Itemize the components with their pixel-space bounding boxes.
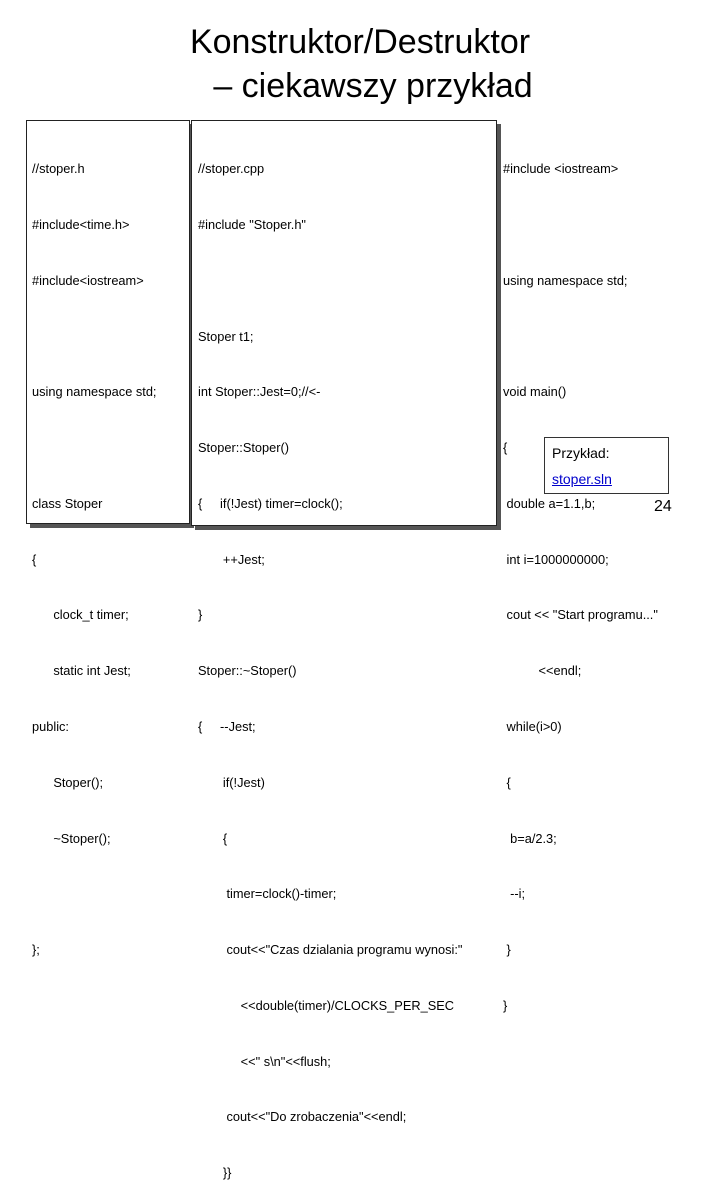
code-line: double a=1.1,b;	[503, 495, 596, 511]
code-line: #include "Stoper.h"	[198, 216, 306, 232]
code-line: class Stoper	[32, 495, 103, 511]
code-line	[32, 328, 157, 347]
code-line: }	[503, 997, 508, 1013]
code-line: //stoper.h	[32, 161, 85, 177]
title-line-1: Konstruktor/Destruktor	[189, 23, 531, 61]
code-line: <<endl;	[503, 663, 582, 679]
code-line: Stoper();	[32, 774, 104, 790]
code-line: {	[503, 774, 511, 790]
code-line: {	[503, 440, 508, 456]
code-line: timer=clock()-timer;	[198, 886, 337, 902]
example-link[interactable]: stoper.sln	[552, 471, 612, 487]
code-line: }	[198, 607, 203, 623]
code-line: clock_t timer;	[32, 607, 129, 623]
code-line: }}	[198, 1165, 232, 1181]
code-line: };	[32, 942, 40, 958]
code-line: { if(!Jest) timer=clock();	[198, 495, 343, 511]
source-code-listing	[198, 123, 462, 1201]
code-line: ++Jest;	[198, 551, 265, 567]
code-line: while(i>0)	[503, 719, 562, 734]
title-line-2: – ciekawszy przykład	[213, 67, 533, 105]
code-line: #include<iostream>	[32, 272, 144, 288]
page-number: 24	[654, 498, 672, 515]
example-box	[544, 437, 669, 494]
code-line: using namespace std;	[503, 272, 628, 288]
code-line: }	[503, 942, 511, 958]
code-line: Stoper::Stoper()	[198, 440, 290, 456]
code-line: --i;	[503, 886, 526, 902]
code-line: #include <iostream>	[503, 161, 619, 177]
code-line: if(!Jest)	[198, 774, 265, 790]
code-line: <<double(timer)/CLOCKS_PER_SEC	[198, 997, 455, 1013]
code-line: public:	[32, 719, 69, 734]
code-line: int i=1000000000;	[503, 551, 609, 567]
main-code-listing	[503, 123, 658, 1034]
code-line: {	[198, 830, 228, 846]
code-line: Stoper t1;	[198, 328, 254, 344]
code-line: void main()	[503, 384, 567, 400]
code-line	[32, 439, 157, 458]
code-line: { --Jest;	[198, 719, 256, 734]
code-line: cout << "Start programu..."	[503, 607, 658, 623]
code-line: {	[32, 551, 37, 567]
code-line: static int Jest;	[32, 663, 131, 679]
code-line: #include<time.h>	[32, 216, 130, 232]
code-line	[198, 272, 462, 291]
code-line: //stoper.cpp	[198, 161, 265, 177]
code-line: using namespace std;	[32, 384, 157, 400]
code-line: b=a/2.3;	[503, 830, 557, 846]
code-line	[503, 216, 658, 235]
code-line: cout<<"Czas dzialania programu wynosi:"	[198, 942, 463, 958]
slide-title	[0, 20, 720, 108]
code-line: cout<<"Do zrobaczenia"<<endl;	[198, 1109, 407, 1125]
code-line: ~Stoper();	[32, 830, 111, 846]
code-line	[32, 885, 157, 904]
code-line: <<" s\n"<<flush;	[198, 1053, 331, 1069]
example-label: Przykład:	[552, 445, 610, 461]
code-line	[503, 328, 658, 347]
code-line: int Stoper::Jest=0;//<-	[198, 384, 321, 400]
header-code-listing	[32, 123, 157, 978]
code-line: Stoper::~Stoper()	[198, 663, 297, 679]
